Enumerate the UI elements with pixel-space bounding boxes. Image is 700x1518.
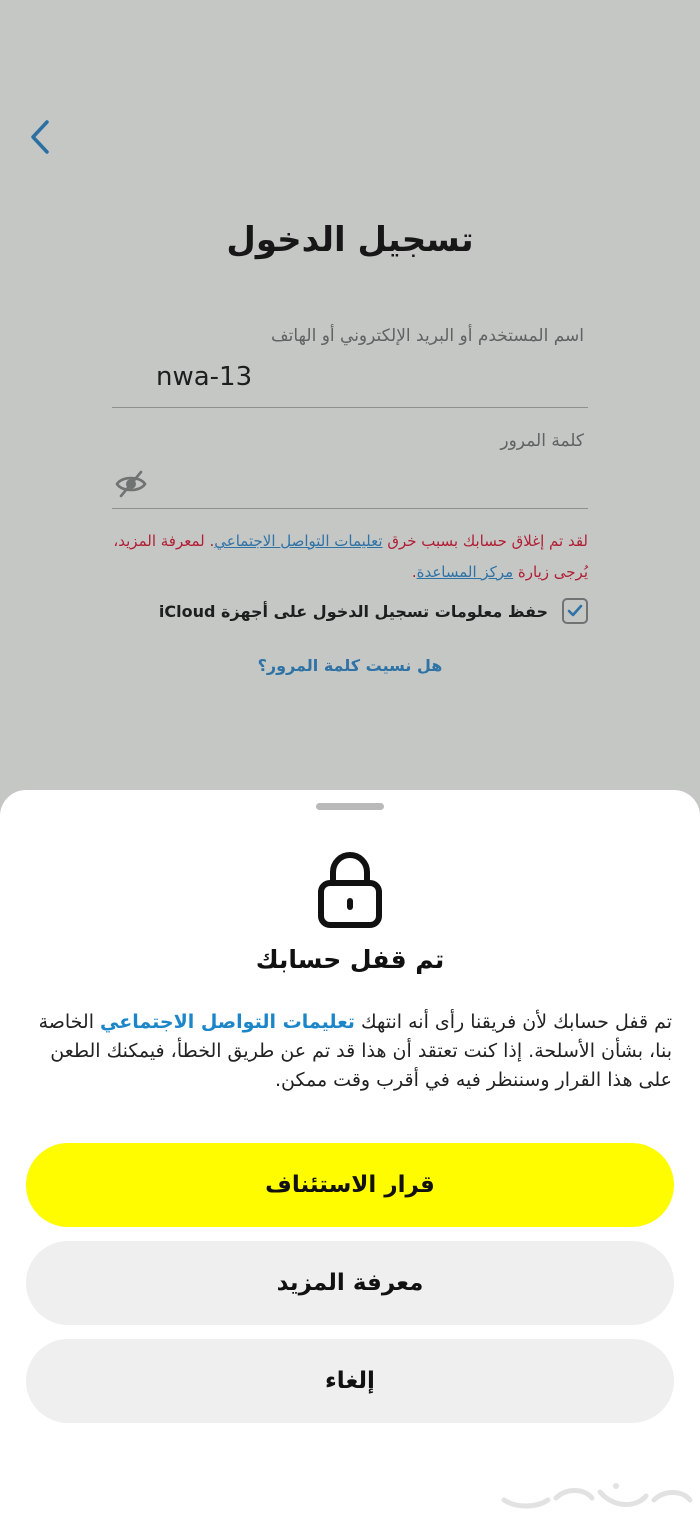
watermark-logo	[496, 1478, 696, 1514]
sheet-title: تم قفل حسابك	[255, 945, 445, 974]
username-input[interactable]: nwa-13	[156, 362, 253, 392]
forgot-password-link[interactable]: هل نسيت كلمة المرور؟	[257, 656, 443, 675]
username-label: اسم المستخدم أو البريد الإلكتروني أو الهاتف	[271, 326, 584, 346]
learn-more-button[interactable]: معرفة المزيد	[26, 1241, 674, 1325]
back-button[interactable]	[18, 112, 62, 162]
appeal-button[interactable]: قرار الاستئناف	[26, 1143, 674, 1227]
account-closed-error	[112, 526, 588, 588]
sheet-body-text-2: الخاصة بنا، بشأن الأسلحة. إذا كنت تعتقد أن هذا قد تم عن طريق الخطأ، فيمكنك الطعن على هذا القرار وسننظر فيه في أقرب وقت ممكن.	[38, 1011, 672, 1091]
error-text-1: لقد تم إغلاق حسابك بسبب خرق	[382, 532, 588, 550]
password-underline	[112, 508, 588, 509]
sheet-drag-handle[interactable]	[316, 803, 384, 810]
eye-off-icon	[114, 467, 148, 501]
community-guidelines-link[interactable]: تعليمات التواصل الاجتماعي	[214, 532, 383, 550]
password-label: كلمة المرور	[500, 431, 584, 451]
show-password-toggle[interactable]	[114, 467, 148, 501]
error-text-2: . لمعرفة المزيد، يُرجى زيارة	[113, 532, 588, 581]
username-underline	[112, 407, 588, 408]
error-text-3: .	[411, 563, 417, 581]
sheet-body-text-1: تم قفل حسابك لأن فريقنا رأى أنه انتهك	[354, 1011, 672, 1033]
account-locked-sheet	[0, 790, 700, 1518]
lock-icon	[315, 848, 385, 930]
save-login-row	[159, 595, 588, 627]
cancel-button[interactable]: إلغاء	[26, 1339, 674, 1423]
back-chevron-icon	[28, 118, 52, 156]
checkmark-icon	[567, 604, 583, 618]
sheet-body	[28, 1008, 672, 1095]
save-login-checkbox[interactable]	[562, 598, 588, 624]
sheet-guidelines-link[interactable]: تعليمات التواصل الاجتماعي	[100, 1011, 355, 1033]
save-login-label: حفظ معلومات تسجيل الدخول على أجهزة iCloud	[158, 601, 548, 621]
help-center-link[interactable]: مركز المساعدة	[416, 563, 514, 581]
page-title: تسجيل الدخول	[226, 220, 474, 260]
password-input[interactable]	[112, 462, 588, 504]
